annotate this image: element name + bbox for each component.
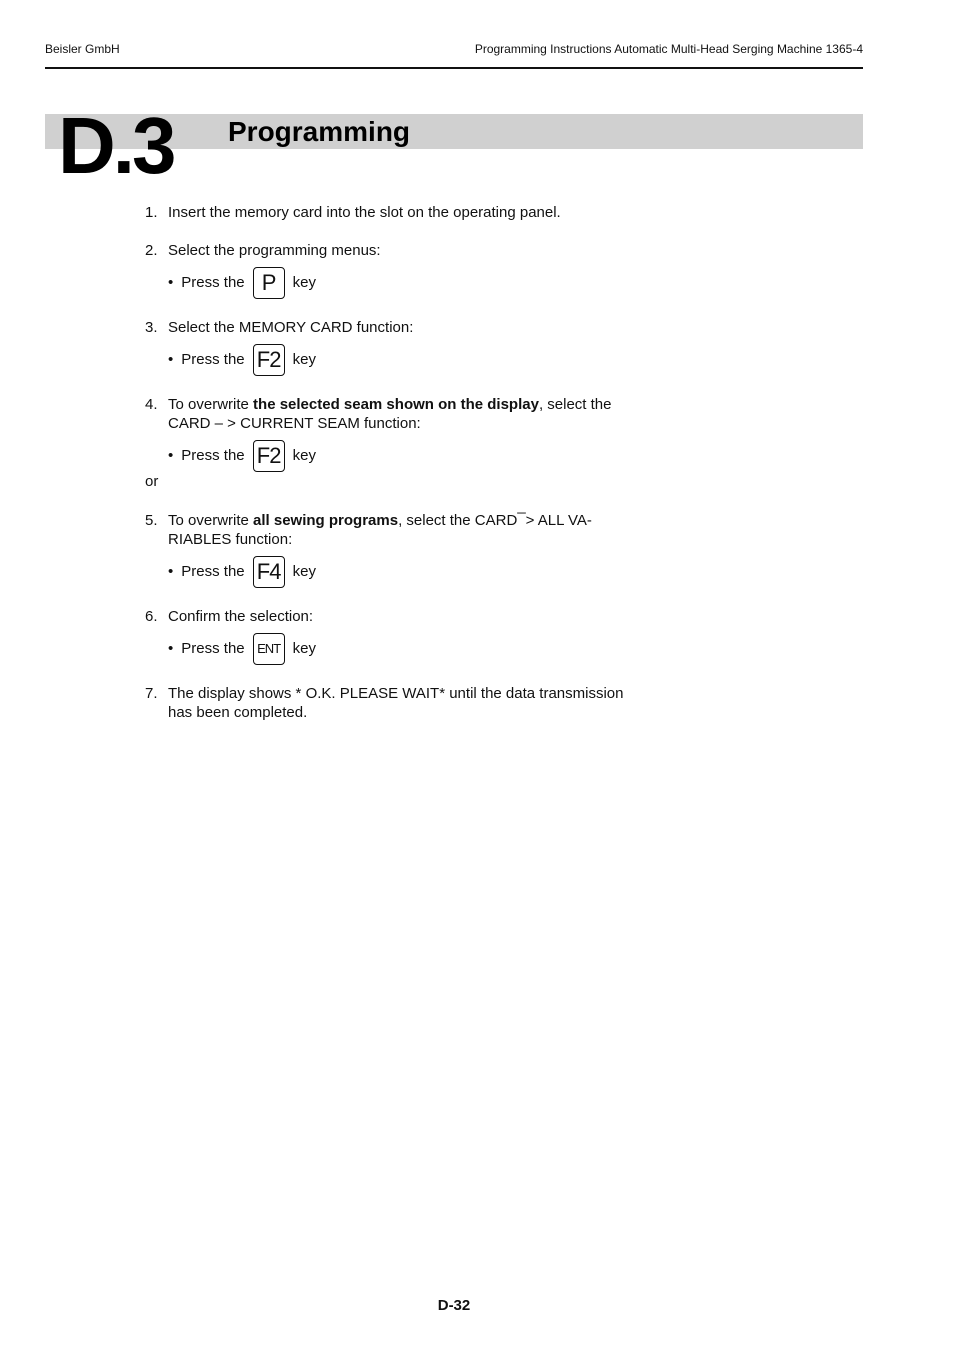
step-6-text: Confirm the selection: (168, 608, 314, 625)
section-number: D.3 (58, 101, 174, 190)
step-7-text (168, 684, 668, 722)
section-title: Programming (228, 116, 411, 147)
step-5-line-2: RIABLES function: (168, 531, 293, 548)
p-key-icon: P (253, 267, 285, 299)
header-company: Beisler GmbH (45, 42, 120, 56)
press-suffix: key (292, 447, 316, 464)
step-4-bold: the selected seam shown on the display (253, 396, 539, 413)
step-4-post: , select the (538, 396, 612, 413)
f4-key-icon: F4 (253, 556, 285, 588)
press-prefix: Press the (181, 447, 245, 464)
press-prefix: Press the (181, 640, 245, 657)
step-4-pre: To overwrite (168, 396, 254, 413)
step-2-number: 2. (145, 242, 158, 259)
page-number: D-32 (437, 1297, 471, 1314)
press-prefix: Press the (181, 274, 245, 291)
press-suffix: key (292, 274, 316, 291)
step-6-press-row (168, 632, 316, 665)
bullet: • (168, 563, 174, 580)
step-3-press-row (168, 343, 316, 376)
step-4-text (168, 395, 668, 433)
step-5-line-1 (168, 511, 668, 530)
f2-key-icon: F2 (253, 440, 285, 472)
step-7-line-1: The display shows * O.K. PLEASE WAIT* until the data transmission (168, 685, 624, 702)
step-3-text: Select the MEMORY CARD function: (168, 319, 414, 336)
step-2-press-row (168, 266, 316, 299)
step-6-number: 6. (145, 608, 158, 625)
press-suffix: key (292, 563, 316, 580)
press-prefix: Press the (181, 563, 245, 580)
step-7-line-2: has been completed. (168, 704, 308, 721)
step-4-number: 4. (145, 396, 158, 413)
step-5-text (168, 511, 668, 549)
step-4-line-1 (168, 395, 668, 414)
ent-key-icon: ENT (253, 633, 285, 665)
bullet: • (168, 447, 174, 464)
step-4-line-2: CARD – > CURRENT SEAM function: (168, 415, 421, 432)
step-4-press-row (168, 439, 316, 472)
step-5-bold: all sewing programs (253, 512, 399, 529)
step-5-press-row (168, 555, 316, 588)
f2-key-icon: F2 (253, 344, 285, 376)
step-5-pre: To overwrite (168, 512, 254, 529)
step-2-text: Select the programming menus: (168, 242, 381, 259)
header-doc-title: Programming Instructions Automatic Multi-Head Serging Machine 1365-4 (474, 42, 863, 56)
bullet: • (168, 640, 174, 657)
step-5-number: 5. (145, 512, 158, 529)
bullet: • (168, 351, 174, 368)
bullet: • (168, 274, 174, 291)
header-rule (45, 67, 863, 69)
or-label: or (145, 473, 159, 490)
step-5-post: , select the CARD ̅ > ALL VA- (398, 512, 592, 529)
step-1-text: Insert the memory card into the slot on the operating panel. (168, 204, 561, 221)
step-7-number: 7. (145, 685, 158, 702)
step-3-number: 3. (145, 319, 158, 336)
step-1-number: 1. (145, 204, 158, 221)
press-suffix: key (292, 351, 316, 368)
press-suffix: key (292, 640, 316, 657)
press-prefix: Press the (181, 351, 245, 368)
